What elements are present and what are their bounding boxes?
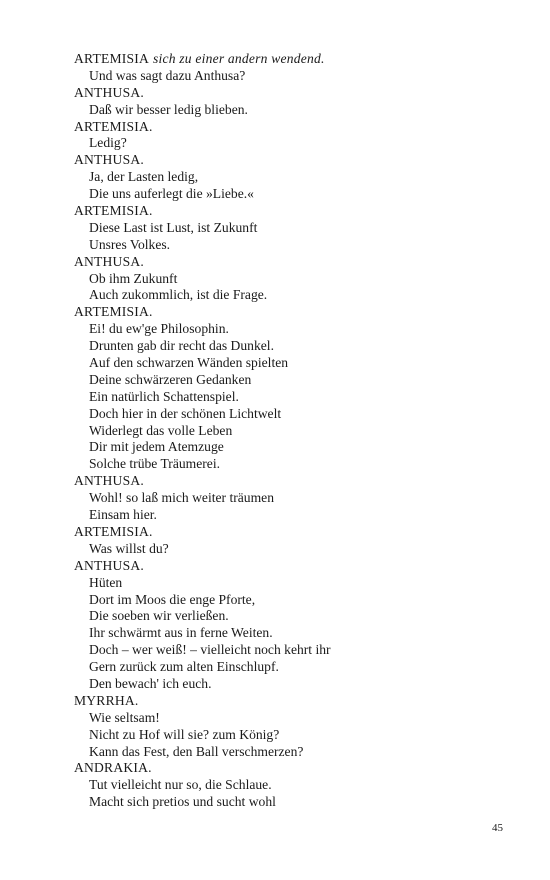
speaker-name-line	[74, 558, 514, 575]
speaker-name-line	[74, 524, 514, 541]
verse-line	[74, 271, 514, 288]
verse-line	[74, 338, 514, 355]
verse-line	[74, 676, 514, 693]
verse-line	[74, 592, 514, 609]
speaker-name-line	[74, 203, 514, 220]
speaker-name-line	[74, 119, 514, 136]
verse-text: Auch zukommlich, ist die Frage.	[89, 287, 268, 303]
verse-line	[74, 507, 514, 524]
speaker-name-line	[74, 51, 514, 68]
verse-line	[74, 777, 514, 794]
verse-line	[74, 287, 514, 304]
verse-text: Ihr schwärmt aus in ferne Weiten.	[89, 625, 273, 641]
verse-text: Doch – wer weiß! – vielleicht noch kehrt ihr	[89, 642, 331, 658]
verse-line	[74, 355, 514, 372]
verse-text: Widerlegt das volle Leben	[89, 422, 233, 438]
verse-text: Tut vielleicht nur so, die Schlaue.	[89, 777, 272, 793]
speaker-name-line	[74, 693, 514, 710]
verse-line	[74, 389, 514, 406]
verse-line	[74, 490, 514, 507]
verse-text: Ja, der Lasten ledig,	[89, 169, 199, 185]
verse-text: Daß wir besser ledig blieben.	[89, 101, 248, 117]
verse-line	[74, 372, 514, 389]
verse-line	[74, 439, 514, 456]
verse-text: Kann das Fest, den Ball verschmerzen?	[89, 743, 304, 759]
verse-line	[74, 102, 514, 119]
speaker-name-line	[74, 85, 514, 102]
stage-direction: sich zu einer andern wendend.	[153, 51, 325, 66]
verse-line	[74, 237, 514, 254]
verse-text: Was willst du?	[89, 540, 169, 556]
speaker-name: ANTHUSA.	[74, 152, 144, 168]
speaker-name-line	[74, 304, 514, 321]
verse-line	[74, 541, 514, 558]
verse-text: Die soeben wir verließen.	[89, 608, 229, 624]
speaker-name: ANTHUSA.	[74, 557, 144, 573]
speaker-name-line	[74, 760, 514, 777]
verse-line	[74, 135, 514, 152]
verse-text: Gern zurück zum alten Einschlupf.	[89, 659, 279, 675]
verse-text: Doch hier in der schönen Lichtwelt	[89, 405, 282, 421]
verse-text: Ledig?	[89, 135, 127, 151]
speaker-name: ARTEMISIA	[74, 51, 149, 66]
verse-text: Dir mit jedem Atemzuge	[89, 439, 224, 455]
verse-line	[74, 659, 514, 676]
speaker-name-line	[74, 473, 514, 490]
verse-text: Nicht zu Hof will sie? zum König?	[89, 726, 280, 742]
verse-text: Diese Last ist Lust, ist Zukunft	[89, 219, 258, 235]
speaker-name: ARTEMISIA.	[74, 523, 153, 539]
speaker-name: MYRRHA.	[74, 692, 139, 708]
verse-text: Ob ihm Zukunft	[89, 270, 178, 286]
verse-line	[74, 456, 514, 473]
verse-line	[74, 68, 514, 85]
verse-line	[74, 727, 514, 744]
verse-text: Ein natürlich Schattenspiel.	[89, 388, 239, 404]
play-text	[74, 51, 514, 811]
verse-text: Dort im Moos die enge Pforte,	[89, 591, 256, 607]
verse-line	[74, 169, 514, 186]
verse-text: Deine schwärzeren Gedanken	[89, 371, 252, 387]
speaker-name: ANDRAKIA.	[74, 760, 152, 776]
verse-line	[74, 423, 514, 440]
verse-line	[74, 642, 514, 659]
verse-line	[74, 186, 514, 203]
page-number: 45	[492, 822, 503, 834]
verse-text: Den bewach' ich euch.	[89, 675, 212, 691]
verse-line	[74, 710, 514, 727]
verse-line	[74, 220, 514, 237]
verse-text: Solche trübe Träumerei.	[89, 456, 221, 472]
verse-text: Macht sich pretios und sucht wohl	[89, 794, 276, 810]
speaker-name: ARTEMISIA.	[74, 118, 153, 134]
verse-text: Die uns auferlegt die »Liebe.«	[89, 186, 254, 202]
verse-line	[74, 744, 514, 761]
verse-text: Und was sagt dazu Anthusa?	[89, 67, 246, 83]
verse-text: Hüten	[89, 574, 123, 590]
verse-text: Auf den schwarzen Wänden spielten	[89, 355, 289, 371]
speaker-name: ANTHUSA.	[74, 253, 144, 269]
verse-line	[74, 608, 514, 625]
speaker-name: ARTEMISIA.	[74, 203, 153, 219]
verse-line	[74, 406, 514, 423]
verse-line	[74, 321, 514, 338]
verse-line	[74, 794, 514, 811]
verse-text: Wohl! so laß mich weiter träumen	[89, 490, 275, 506]
speaker-name: ANTHUSA.	[74, 84, 144, 100]
verse-text: Ei! du ew'ge Philosophin.	[89, 321, 229, 337]
verse-text: Unsres Volkes.	[89, 236, 171, 252]
speaker-name: ANTHUSA.	[74, 473, 144, 489]
verse-text: Wie seltsam!	[89, 709, 160, 725]
speaker-name-line	[74, 152, 514, 169]
speaker-name-line	[74, 254, 514, 271]
verse-text: Einsam hier.	[89, 507, 157, 523]
speaker-name: ARTEMISIA.	[74, 304, 153, 320]
verse-text: Drunten gab dir recht das Dunkel.	[89, 338, 274, 354]
verse-line	[74, 575, 514, 592]
verse-line	[74, 625, 514, 642]
